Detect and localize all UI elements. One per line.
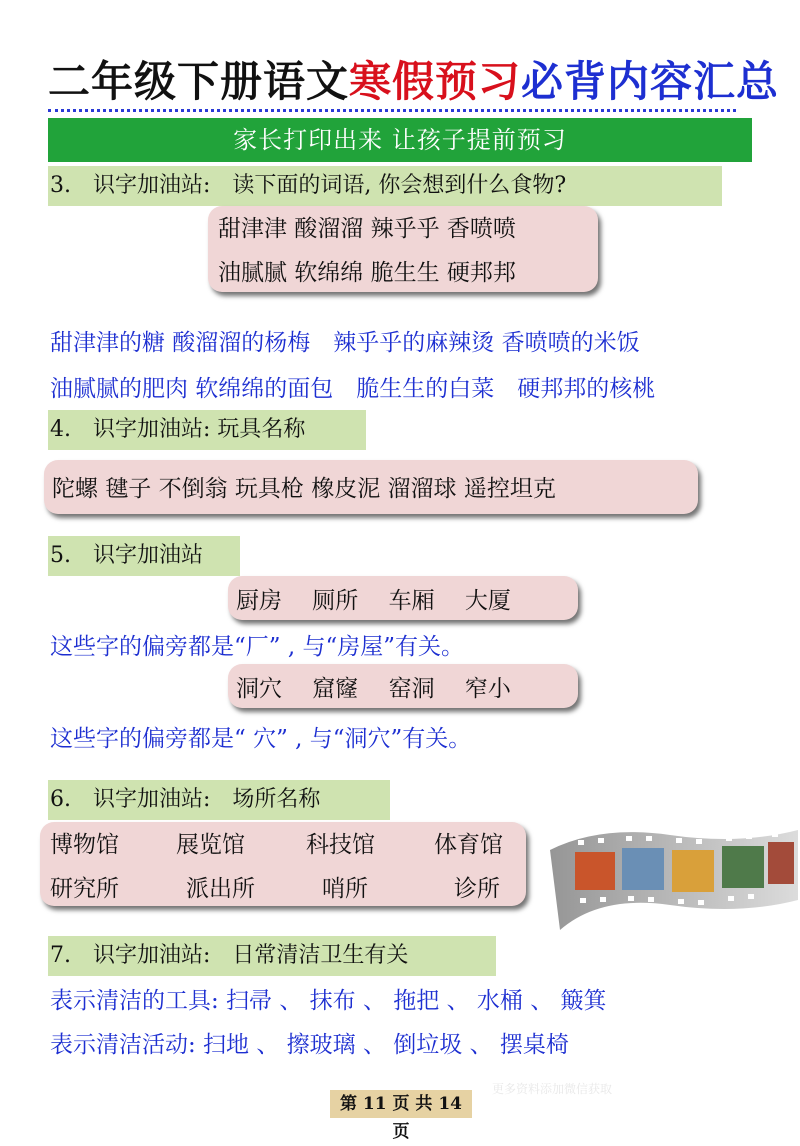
title-part-preview: 寒假预习 — [349, 57, 522, 106]
section-7-heading: 7. 识字加油站: 日常清洁卫生有关 — [48, 936, 496, 976]
place-博物馆: 博物馆 — [50, 832, 119, 858]
section-3-answer-row-1: 甜津津的糖 酸溜溜的杨梅 辣乎乎的麻辣烫 香喷喷的米饭 — [50, 330, 640, 356]
section-3-word-box — [208, 206, 598, 292]
section-6-word-box — [40, 822, 526, 906]
section-5-word-box-1 — [228, 576, 578, 620]
place-科技馆: 科技馆 — [306, 832, 375, 858]
section-5-heading: 5. 识字加油站 — [48, 536, 240, 576]
faded-watermark-text: 更多资料添加微信获取 — [492, 1082, 613, 1096]
page-number: 第 11 页 共 14 页 — [330, 1090, 472, 1118]
section-3-answer-row-2: 油腻腻的肥肉 软绵绵的面包 脆生生的白菜 硬邦邦的核桃 — [50, 376, 656, 402]
section-4-heading: 4. 识字加油站: 玩具名称 — [48, 410, 366, 450]
section-5-words-2: 洞穴 窟窿 窑洞 窄小 — [236, 676, 511, 702]
place-诊所: 诊所 — [454, 876, 500, 902]
section-4-word-box — [44, 460, 698, 514]
place-派出所: 派出所 — [186, 876, 255, 902]
section-7-tools: 表示清洁的工具: 扫帚 、 抹布 、 拖把 、 水桶 、 簸箕 — [50, 988, 607, 1014]
page-title — [48, 56, 779, 108]
section-6-heading: 6. 识字加油站: 场所名称 — [48, 780, 390, 820]
title-underline — [48, 109, 736, 112]
section-3-heading: 3. 识字加油站: 读下面的词语, 你会想到什么食物? — [48, 166, 722, 206]
place-展览馆: 展览馆 — [176, 832, 245, 858]
section-3-words-row-2: 油腻腻 软绵绵 脆生生 硬邦邦 — [218, 260, 516, 286]
place-哨所: 哨所 — [322, 876, 368, 902]
section-7-activities: 表示清洁活动: 扫地 、 擦玻璃 、 倒垃圾 、 摆桌椅 — [50, 1032, 569, 1058]
section-5-note-1: 这些字的偏旁都是“厂” , 与“房屋”有关。 — [50, 634, 464, 660]
section-4-words: 陀螺 毽子 不倒翁 玩具枪 橡皮泥 溜溜球 遥控坦克 — [52, 476, 556, 502]
print-banner: 家长打印出来 让孩子提前预习 — [48, 118, 752, 162]
title-part-summary: 必背内容汇总 — [521, 57, 780, 106]
place-研究所: 研究所 — [50, 876, 119, 902]
section-3-words-row-1: 甜津津 酸溜溜 辣乎乎 香喷喷 — [218, 216, 516, 242]
title-part-grade: 二年级下册语文 — [48, 57, 350, 106]
section-5-word-box-2 — [228, 664, 578, 708]
section-5-note-2: 这些字的偏旁都是“ 穴” , 与“洞穴”有关。 — [50, 726, 472, 752]
place-体育馆: 体育馆 — [434, 832, 503, 858]
section-5-words-1: 厨房 厕所 车厢 大厦 — [236, 588, 511, 614]
film-strip-image — [540, 820, 800, 940]
